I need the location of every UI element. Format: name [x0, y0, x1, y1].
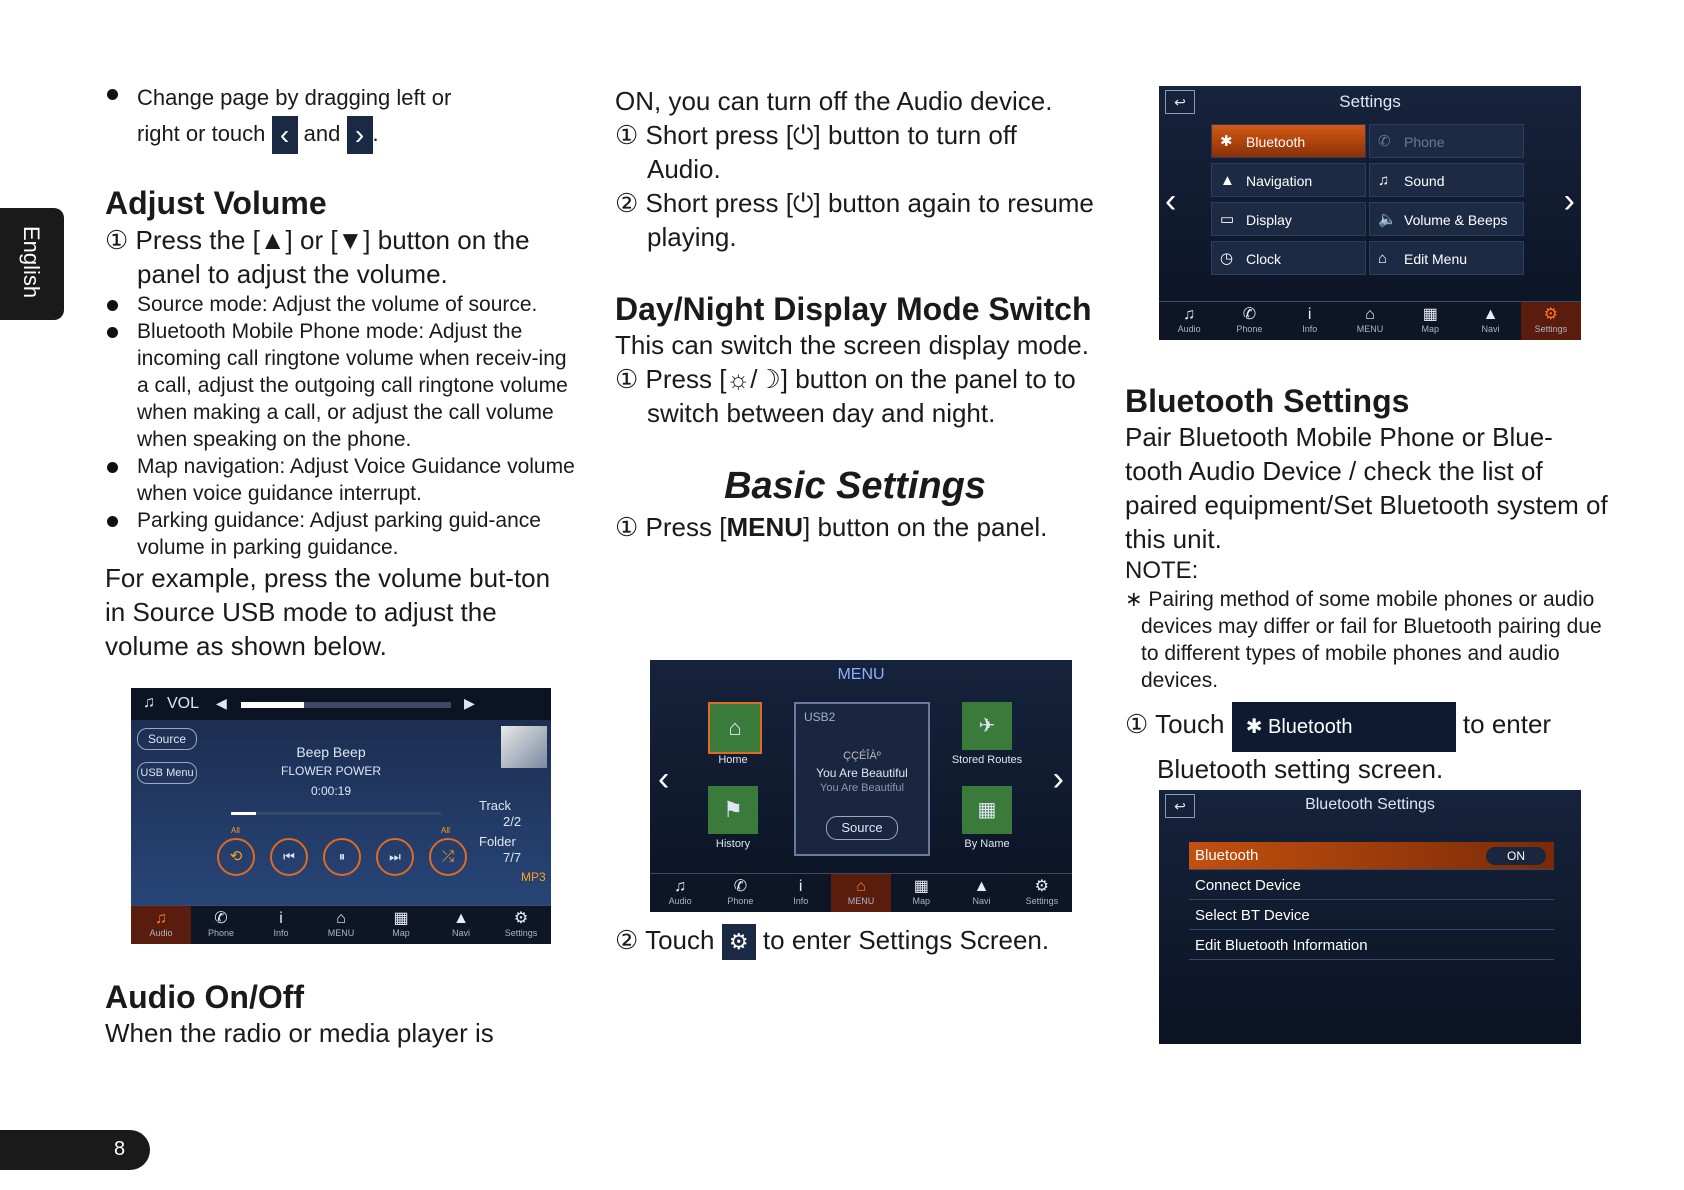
menu-source-button[interactable]: Source: [826, 816, 898, 840]
basic-settings-step1: ① Press [MENU] button on the panel.: [615, 511, 1048, 542]
volume-screen: [131, 688, 551, 944]
source-button[interactable]: Source: [137, 728, 197, 750]
music-note-icon: ♫: [143, 694, 155, 711]
tab-navi[interactable]: ▲ Navi: [951, 874, 1011, 912]
byname-label: By Name: [964, 838, 1010, 850]
settings-screen-title: Settings: [1339, 92, 1401, 111]
chevron-left-icon: ‹: [272, 116, 298, 154]
map-icon: ▦: [1422, 306, 1438, 323]
adjust-volume-bullets: [105, 291, 575, 561]
tab-menu[interactable]: ⌂ MENU: [1340, 302, 1400, 340]
bullet-text-end: .: [372, 121, 379, 146]
touch-post: to enter: [1462, 709, 1552, 740]
gear-icon: ⚙: [513, 910, 529, 927]
tab-map[interactable]: ▦ Map: [1400, 302, 1460, 340]
vol-up-icon[interactable]: ▶: [464, 695, 475, 711]
progress-bar: [231, 812, 441, 815]
tab-menu[interactable]: ⌂ MENU: [311, 906, 371, 944]
tab-settings[interactable]: ⚙ Settings: [1521, 302, 1581, 340]
folder-label: Folder: [479, 834, 516, 849]
gear-icon: ⚙: [1543, 306, 1558, 323]
audio-onoff-text: When the radio or media player is: [105, 1018, 494, 1049]
pause-icon[interactable]: ⏸: [323, 838, 361, 876]
daynight-text: This can switch the screen display mode.: [615, 330, 1089, 361]
menu-screen-tabbar: [650, 873, 1072, 912]
page-number-badge: [0, 1130, 150, 1170]
tab-settings[interactable]: ⚙ Settings: [491, 906, 551, 944]
bullet-map: Map navigation: Adjust Voice Guidance volume when voice guidance interrupt.: [105, 453, 575, 507]
usb-line1: ÇÇÉÎÀº: [843, 750, 881, 762]
map-icon: ▦: [913, 878, 929, 895]
page-change-bullet: [105, 80, 575, 154]
settings-gear-icon: ⚙: [722, 924, 756, 960]
speaker-icon: 🔈: [1378, 211, 1397, 228]
bullet-source: Source mode: Adjust the volume of source.: [105, 291, 575, 318]
bluetooth-settings-section: [1125, 382, 1610, 786]
phone-icon: ✆: [733, 878, 748, 895]
column-middle: [615, 84, 1095, 544]
note-text: ∗ Pairing method of some mobile phones or audio devices may differ or fail for Bluetooth pairing due to different types of mobile phones and audio devices.: [1125, 588, 1602, 693]
usb-line2: You Are Beautiful: [816, 766, 908, 780]
gear-icon: ⚙: [1034, 878, 1049, 895]
phone-icon: ✆: [1378, 133, 1391, 150]
history-shortcut[interactable]: ⚑: [708, 786, 758, 834]
bullet-text-2: right or touch: [137, 121, 266, 146]
tab-info[interactable]: i Info: [1280, 302, 1340, 340]
navi-icon: ▲: [1482, 306, 1499, 323]
edit-menu-icon: ⌂: [1378, 250, 1388, 267]
bullet-bluetooth: Bluetooth Mobile Phone mode: Adjust the incoming call ringtone volume when receiv-ing a call, adjust the outgoing call ringtone volume when making a call, or adjust the call volume when speaking on the phone.: [105, 318, 575, 453]
bt-back-icon[interactable]: ↩: [1165, 794, 1195, 818]
bullet-text-1: Change page by dragging left or: [137, 85, 452, 110]
bluetooth-settings-text: Pair Bluetooth Mobile Phone or Blue-tooth Audio Device / check the list of paired equipment/Set Bluetooth system of this unit.: [1125, 422, 1608, 555]
navi-icon: ▲: [453, 910, 469, 927]
audio-onoff-title: Audio On/Off: [105, 979, 305, 1015]
vol-bar: [131, 688, 551, 720]
settings-volume-beeps[interactable]: 🔈 Volume & Beeps: [1369, 202, 1524, 236]
tab-audio[interactable]: ♫ Audio: [131, 906, 191, 944]
repeat-all-label: All: [231, 826, 240, 835]
usb-panel[interactable]: [794, 702, 930, 856]
tab-phone[interactable]: ✆ Phone: [710, 874, 770, 912]
tab-info[interactable]: i Info: [771, 874, 831, 912]
chevron-left-icon[interactable]: ‹: [1165, 182, 1177, 220]
phone-icon: ✆: [1242, 306, 1257, 323]
bt-toggle[interactable]: ON: [1486, 847, 1546, 865]
volume-example-text: For example, press the volume but-ton in Source USB mode to adjust the volume as shown below.: [105, 562, 551, 661]
home-label: Home: [718, 754, 748, 766]
settings-screen: [1159, 86, 1581, 340]
vol-level-bar[interactable]: [241, 702, 451, 708]
audio-onoff-section: [105, 978, 575, 1050]
tab-navi[interactable]: ▲ Navi: [1460, 302, 1520, 340]
chevron-right-icon[interactable]: ›: [1052, 760, 1064, 798]
daynight-step: ① Press [☼/☽] button on the panel to to switch between day and night.: [615, 364, 1076, 429]
bt-connect-device[interactable]: Connect Device: [1189, 872, 1554, 900]
track-value: 2/2: [503, 814, 522, 829]
settings-sound[interactable]: ♫ Sound: [1369, 163, 1524, 197]
tab-audio[interactable]: ♫ Audio: [1159, 302, 1219, 340]
bt-select-device[interactable]: Select BT Device: [1189, 902, 1554, 930]
home-icon: ⌂: [1365, 306, 1375, 323]
repeat-icon[interactable]: ⟲: [217, 838, 255, 876]
map-icon: ▦: [393, 910, 409, 927]
tab-audio[interactable]: ♫ Audio: [650, 874, 710, 912]
step2-pre: ② Touch: [615, 925, 715, 955]
vol-label: VOL: [167, 695, 200, 712]
bt-toggle-row[interactable]: Bluetooth ON: [1189, 842, 1554, 870]
stored-routes-label: Stored Routes: [951, 754, 1023, 766]
page-number: 8: [114, 1138, 126, 1160]
track-label: Track: [479, 798, 512, 813]
chevron-right-icon: ›: [347, 116, 373, 154]
touch-pre: ① Touch: [1125, 709, 1225, 740]
sound-icon: ♫: [1378, 172, 1390, 189]
note-label: NOTE:: [1125, 557, 1199, 585]
tab-map[interactable]: ▦ Map: [371, 906, 431, 944]
next-icon[interactable]: ⏭: [376, 838, 414, 876]
chevron-right-icon[interactable]: ›: [1563, 182, 1575, 220]
audio-icon: ♫: [1183, 306, 1196, 323]
artist-name: FLOWER POWER: [280, 764, 381, 778]
display-icon: ▭: [1220, 211, 1235, 228]
navi-icon: ▲: [973, 878, 990, 895]
history-label: History: [715, 838, 751, 850]
tab-navi[interactable]: ▲ Navi: [431, 906, 491, 944]
tab-map[interactable]: ▦ Map: [891, 874, 951, 912]
tab-info[interactable]: i Info: [251, 906, 311, 944]
audio-icon: ♫: [674, 878, 687, 895]
bt-screen-title: Bluetooth Settings: [1305, 796, 1435, 813]
settings-phone[interactable]: ✆ Phone: [1369, 124, 1524, 158]
bt-edit-info[interactable]: Edit Bluetooth Information: [1189, 932, 1554, 960]
bluetooth-button-sample: ✱ Bluetooth: [1232, 702, 1456, 752]
phone-icon: ✆: [214, 910, 228, 927]
tab-phone[interactable]: ✆ Phone: [191, 906, 251, 944]
audio-off-step1: ① Short press [⏻] button to turn off Audio.: [615, 120, 1017, 184]
adjust-volume-step: ① Press the [▲] or [▼] button on the panel to adjust the volume.: [105, 224, 530, 289]
column-left: [105, 80, 575, 663]
audio-off-step2: ② Short press [⏻] button again to resume playing.: [615, 188, 1094, 252]
settings-edit-menu[interactable]: ⌂ Edit Menu: [1369, 241, 1524, 275]
album-art: [501, 726, 547, 768]
play-time: 0:00:19: [310, 784, 352, 798]
settings-display[interactable]: ▭ Display: [1211, 202, 1366, 236]
format-label: MP3: [521, 870, 546, 884]
usb-label: USB2: [804, 710, 836, 724]
tab-settings[interactable]: ⚙ Settings: [1012, 874, 1072, 912]
usb-menu-button[interactable]: USB Menu: [137, 762, 197, 784]
basic-settings-step2: [615, 920, 1095, 960]
bluetooth-icon: ✱: [1220, 133, 1233, 150]
settings-bluetooth[interactable]: ✱ Bluetooth: [1211, 124, 1366, 158]
adjust-volume-title: Adjust Volume: [105, 185, 327, 222]
side-tab-label: English: [19, 226, 44, 299]
home-icon: ⌂: [336, 910, 346, 927]
bluetooth-settings-title: Bluetooth Settings: [1125, 383, 1410, 419]
navigation-icon: ▲: [1220, 172, 1235, 189]
chevron-left-icon[interactable]: ‹: [658, 760, 670, 798]
tab-menu[interactable]: ⌂ MENU: [831, 874, 891, 912]
previous-icon[interactable]: ⏮: [270, 838, 308, 876]
step2-post: to enter Settings Screen.: [762, 925, 1050, 955]
info-icon: i: [1307, 306, 1312, 323]
settings-clock[interactable]: ◷ Clock: [1211, 241, 1366, 275]
touch-line2: Bluetooth setting screen.: [1157, 753, 1444, 784]
bullet-text-and: and: [303, 121, 341, 146]
info-icon: i: [798, 878, 803, 895]
folder-value: 7/7: [503, 850, 522, 865]
vol-screen-tabbar: [131, 905, 551, 944]
info-icon: i: [279, 910, 283, 927]
song-title: Beep Beep: [296, 744, 366, 760]
clock-icon: ◷: [1220, 250, 1234, 267]
byname-shortcut[interactable]: ▦: [962, 786, 1012, 834]
bluetooth-settings-screen: [1159, 790, 1581, 1044]
bluetooth-icon: ✱: [1245, 715, 1269, 738]
home-icon: ⌂: [856, 878, 866, 895]
vol-down-icon[interactable]: ◀: [216, 695, 227, 711]
touch-bluetooth-step: [1125, 698, 1610, 751]
settings-screen-tabbar: [1159, 301, 1581, 340]
bullet-parking: Parking guidance: Adjust parking guid-ance volume in parking guidance.: [105, 507, 575, 561]
settings-navigation[interactable]: ▲ Navigation: [1211, 163, 1366, 197]
menu-screen: [650, 660, 1072, 912]
stored-routes-shortcut[interactable]: ✈: [962, 702, 1012, 750]
audio-off-continued: ON, you can turn off the Audio device.: [615, 86, 1053, 116]
daynight-title: Day/Night Display Mode Switch: [615, 291, 1092, 327]
language-side-tab: [0, 208, 64, 320]
shuffle-all-label: All: [441, 826, 450, 835]
menu-screen-title: MENU: [837, 666, 885, 683]
settings-back-icon[interactable]: ↩: [1165, 90, 1195, 114]
basic-settings-title: Basic Settings: [724, 465, 986, 508]
audio-icon: ♫: [155, 910, 167, 927]
usb-line3: You Are Beautiful: [820, 782, 904, 794]
shuffle-icon[interactable]: ⤮: [429, 838, 467, 876]
home-shortcut[interactable]: ⌂: [708, 702, 762, 754]
tab-phone[interactable]: ✆ Phone: [1219, 302, 1279, 340]
